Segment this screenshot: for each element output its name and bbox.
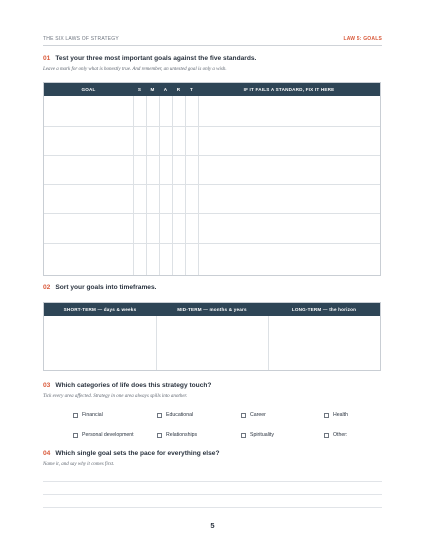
section-number: 02 bbox=[43, 284, 51, 291]
column-divider bbox=[185, 96, 186, 275]
checkbox-career[interactable] bbox=[241, 412, 266, 418]
column-divider bbox=[133, 96, 134, 275]
checkbox-personal-development[interactable] bbox=[73, 432, 134, 438]
table-row bbox=[44, 155, 380, 156]
checkbox-label: Other: bbox=[333, 432, 348, 438]
column-divider bbox=[159, 96, 160, 275]
checkbox-health[interactable] bbox=[324, 412, 348, 418]
timeframes-table bbox=[43, 302, 381, 371]
checkbox-label: Career bbox=[250, 412, 266, 418]
col-mid-term: MID-TERM — months & years bbox=[177, 307, 247, 312]
section-04-instruction: Name it, and say why it comes first. bbox=[43, 462, 115, 467]
col-t: T bbox=[189, 87, 193, 92]
section-03-instruction: Tick every area affected. Strategy in one area always spills into another. bbox=[43, 394, 188, 399]
checkbox-financial[interactable] bbox=[73, 412, 103, 418]
section-01-heading bbox=[43, 55, 256, 62]
column-divider bbox=[198, 96, 199, 275]
checkbox-label: Educational bbox=[166, 412, 194, 418]
writing-line[interactable] bbox=[43, 507, 382, 508]
checkbox-other[interactable] bbox=[324, 432, 347, 438]
col-short-term: SHORT-TERM — days & weeks bbox=[63, 307, 137, 312]
checkbox-box[interactable] bbox=[324, 413, 329, 418]
checkbox-box[interactable] bbox=[324, 433, 329, 438]
writing-line[interactable] bbox=[43, 481, 382, 482]
column-divider bbox=[268, 316, 269, 370]
checkbox-box[interactable] bbox=[73, 413, 78, 418]
checkbox-box[interactable] bbox=[73, 433, 78, 438]
column-divider bbox=[146, 96, 147, 275]
section-01-instruction: Leave a mark for only what is honestly true. And remember, an untested goal is only a wish. bbox=[43, 67, 227, 72]
smart-goals-table bbox=[43, 82, 381, 276]
section-04-heading bbox=[43, 450, 220, 457]
section-title: Test your three most important goals against the five standards. bbox=[55, 55, 257, 62]
table-header bbox=[44, 83, 380, 96]
checkbox-label: Health bbox=[333, 412, 348, 418]
checkbox-relationships[interactable] bbox=[157, 432, 197, 438]
section-number: 04 bbox=[43, 450, 51, 457]
table-row bbox=[44, 213, 380, 214]
checkbox-spirituality[interactable] bbox=[241, 432, 274, 438]
checkbox-box[interactable] bbox=[241, 413, 246, 418]
column-divider bbox=[156, 316, 157, 370]
header-divider bbox=[43, 45, 382, 46]
section-title: Which categories of life does this strategy touch? bbox=[55, 382, 212, 389]
section-number: 01 bbox=[43, 55, 51, 62]
section-02-heading bbox=[43, 284, 156, 291]
col-fix: IF IT FAILS A STANDARD, FIX IT HERE bbox=[243, 87, 335, 92]
page-header bbox=[43, 34, 382, 44]
col-goal: GOAL bbox=[81, 87, 96, 92]
checkbox-label: Relationships bbox=[166, 432, 198, 438]
writing-line[interactable] bbox=[43, 494, 382, 495]
table-header bbox=[44, 303, 380, 316]
table-row bbox=[44, 126, 380, 127]
chapter-label: LAW 5: GOALS bbox=[343, 36, 382, 42]
checkbox-box[interactable] bbox=[157, 413, 162, 418]
section-title: Which single goal sets the pace for everything else? bbox=[55, 450, 220, 457]
checkbox-label: Personal development bbox=[82, 432, 134, 438]
checkbox-box[interactable] bbox=[241, 433, 246, 438]
section-03-heading bbox=[43, 382, 211, 389]
col-r: R bbox=[176, 87, 181, 92]
page-number: 5 bbox=[210, 521, 215, 530]
col-long-term: LONG-TERM — the horizon bbox=[291, 307, 357, 312]
section-number: 03 bbox=[43, 382, 51, 389]
table-row bbox=[44, 243, 380, 244]
checkbox-educational[interactable] bbox=[157, 412, 193, 418]
checkbox-label: Spirituality bbox=[250, 432, 274, 438]
section-title: Sort your goals into timeframes. bbox=[55, 284, 157, 291]
col-a: A bbox=[163, 87, 168, 92]
book-title: THE SIX LAWS OF STRATEGY bbox=[43, 36, 119, 42]
col-m: M bbox=[150, 87, 155, 92]
checkbox-box[interactable] bbox=[157, 433, 162, 438]
column-divider bbox=[172, 96, 173, 275]
col-s: S bbox=[137, 87, 142, 92]
checkbox-label: Financial bbox=[82, 412, 103, 418]
table-row bbox=[44, 184, 380, 185]
